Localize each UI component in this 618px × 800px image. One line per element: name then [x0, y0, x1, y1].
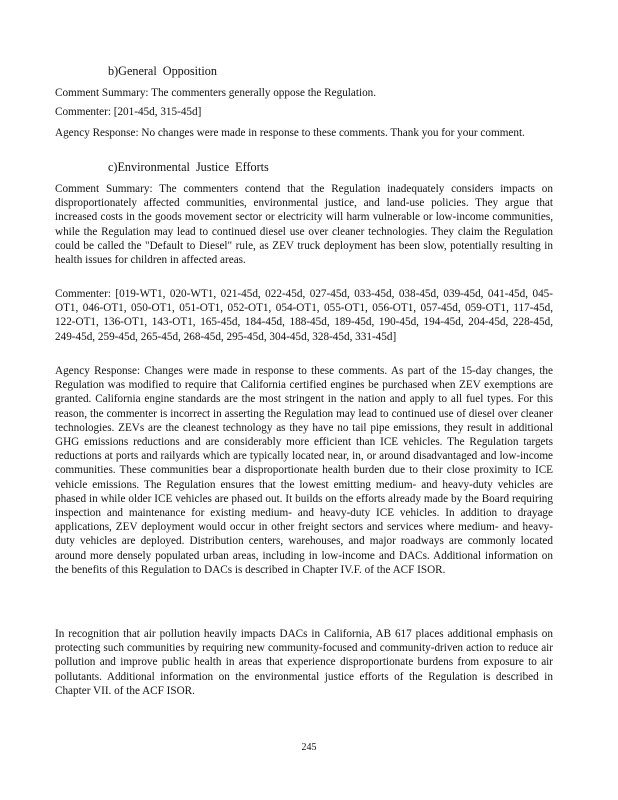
general-opposition-commenters: Commenter: [201-45d, 315-45d] [55, 106, 202, 118]
environmental-justice-recognition: In recognition that air pollution heavily impacts DACs in California, AB 617 places additional emphasis on protecting such communities by requiring new community-focused and community-driven action to reduce air pollution and improve public health in areas that experience disproportionate burdens from exposure to air pollutants. Additional information on the environmental justice efforts of the Regulation is described in Chapter VII. of the ACF ISOR. [55, 628, 553, 697]
environmental-justice-agency-response: Agency Response: Changes were made in response to these comments. As part of the 15-day changes, the Regulation was modified to require that California certified engines be purchased when ZEV exemptions are granted. California engine standards are the most stringent in the nation and apply to all fuel types. For this reason, the commenter is incorrect in asserting the Regulation may lead to continued use of diesel over cleaner technologies. ZEVs are the cleanest technology as they have no tail pipe emissions, they result in additional GHG emissions reductions and are considerably more efficient than ICE vehicles. The Regulation targets reductions at ports and railyards which are typically located near, in, or around disadvantaged and low-income communities. These communities bear a disproportionate health burden due to their close proximity to ICE vehicle emissions. The Regulation ensures that the lowest emitting medium- and heavy-duty vehicles are phased in while older ICE vehicles are phased out. It builds on the efforts already made by the Board requiring inspection and maintenance for existing medium- and heavy-duty ICE vehicles. In addition to drayage applications, ZEV deployment would occur in other freight sectors and services where medium- and heavy-duty vehicles are deployed. Distribution centers, warehouses, and major roadways are commonly located around more densely populated urban areas, including in low-income and DACs. Additional information on the benefits of this Regulation to DACs is described in Chapter IV.F. of the ACF ISOR. [55, 365, 553, 576]
section-heading-general-opposition: b)General Opposition [108, 64, 217, 78]
general-opposition-comment-summary: Comment Summary: The commenters generally oppose the Regulation. [55, 87, 377, 99]
section-heading-environmental-justice: c)Environmental Justice Efforts [108, 160, 269, 174]
page-number: 245 [301, 742, 317, 753]
general-opposition-agency-response: Agency Response: No changes were made in response to these comments. Thank you for your comment. [55, 127, 525, 139]
environmental-justice-commenters: Commenter: [019-WT1, 020-WT1, 021-45d, 022-45d, 027-45d, 033-45d, 038-45d, 039-45d, 041-45d, 045-OT1, 046-OT1, 050-OT1, 051-OT1, 052-OT1, 054-OT1, 055-OT1, 056-OT1, 057-45d, 059-OT1, 117-45d, 122-OT1, 136-OT1, 143-OT1, 165-45d, 184-45d, 188-45d, 189-45d, 190-45d, 194-45d, 204-45d, 228-45d, 249-45d, 259-45d, 265-45d, 268-45d, 295-45d, 304-45d, 328-45d, 331-45d] [55, 288, 553, 343]
environmental-justice-comment-summary: Comment Summary: The commenters contend that the Regulation inadequately considers impacts on disproportionately affected communities, environmental justice, and land-use policies. They argue that increased costs in the goods movement sector or electricity will harm vulnerable or low-income communities, while the Regulation may lead to continued diesel use over cleaner technologies. They claim the Regulation could be called the "Default to Diesel" rule, as ZEV truck deployment has been slow, potentially resulting in health issues for children in affected areas. [55, 183, 553, 267]
